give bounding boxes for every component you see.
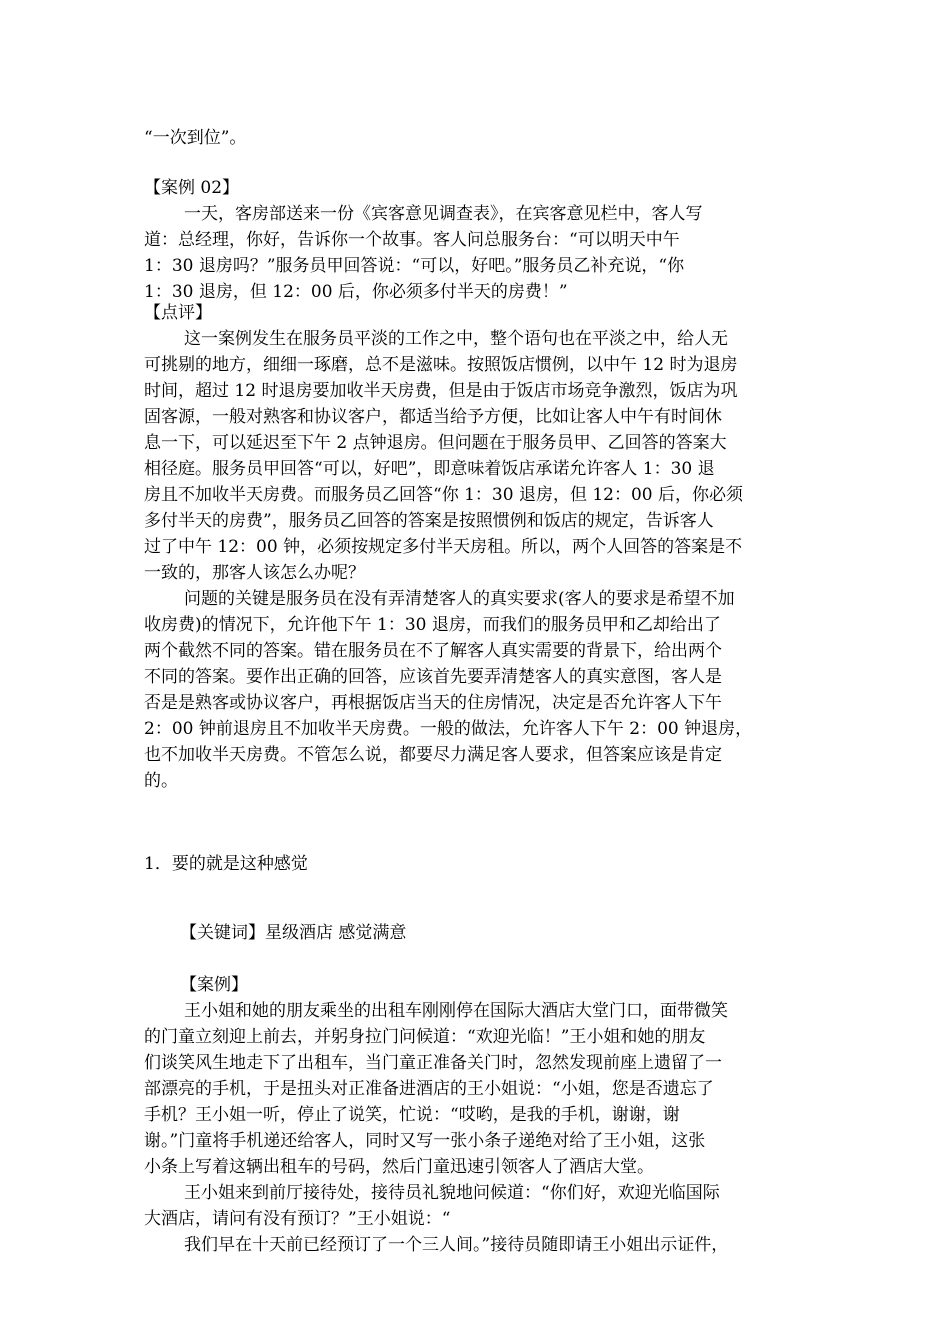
review-p1-line-6: 相径庭。服务员甲回答“可以，好吧”，即意味着饭店承诺允许客人 1：30 退	[144, 459, 715, 479]
case02-line-2: 道：总经理，你好，告诉你一个故事。客人问总服务台：“可以明天中午	[144, 230, 680, 250]
case-p2-line-2: 大酒店，请问有没有预订？”王小姐说：“	[144, 1209, 451, 1229]
case-p1-line-1: 王小姐和她的朋友乘坐的出租车刚刚停在国际大酒店大堂门口，面带微笑	[184, 1001, 728, 1021]
case-p1-line-5: 手机？王小姐一听，停止了说笑，忙说：“哎哟，是我的手机，谢谢，谢	[144, 1105, 680, 1125]
review-p1-line-5: 息一下，可以延迟至下午 2 点钟退房。但问题在于服务员甲、乙回答的答案大	[144, 433, 727, 453]
case-p2-line-1: 王小姐来到前厅接待处，接待员礼貌地问候道：“你们好，欢迎光临国际	[184, 1183, 720, 1203]
case02-line-3: 1：30 退房吗？”服务员甲回答说：“可以，好吧。”服务员乙补充说，“你	[144, 256, 685, 276]
review-p1-line-10: 一致的，那客人该怎么办呢？	[144, 563, 365, 583]
case-p1-line-3: 们谈笑风生地走下了出租车，当门童正准备关门时，忽然发现前座上遗留了一	[144, 1053, 722, 1073]
review-p2-line-6: 2：00 钟前退房且不加收半天房费。一般的做法，允许客人下午 2：00 钟退房，	[144, 719, 753, 739]
review-p1-line-2: 可挑剔的地方，细细一琢磨，总不是滋味。按照饭店惯例，以中午 12 时为退房	[144, 355, 738, 375]
case-p1-line-2: 的门童立刻迎上前去，并躬身拉门问候道：“欢迎光临！”王小姐和她的朋友	[144, 1027, 706, 1047]
case-p1-line-7: 小条上写着这辆出租车的号码，然后门童迅速引领客人了酒店大堂。	[144, 1157, 654, 1177]
review-p1-line-4: 固客源，一般对熟客和协议客户，都适当给予方便，比如让客人中午有时间休	[144, 407, 722, 427]
case02-heading: 【案例 02】	[144, 178, 240, 198]
opening-line: “一次到位”。	[144, 128, 247, 148]
review-p1-line-8: 多付半天的房费”，服务员乙回答的答案是按照惯例和饭店的规定，告诉客人	[144, 511, 714, 531]
review-p1-line-9: 过了中午 12：00 钟，必须按规定多付半天房租。所以，两个人回答的答案是不	[144, 537, 743, 557]
case-heading: 【案例】	[180, 975, 248, 995]
review-p2-line-2: 收房费)的情况下，允许他下午 1：30 退房，而我们的服务员甲和乙却给出了	[144, 615, 721, 635]
keywords-line: 【关键词】星级酒店 感觉满意	[180, 923, 407, 943]
section-title: 1．要的就是这种感觉	[144, 854, 308, 874]
review-p2-line-1: 问题的关键是服务员在没有弄清楚客人的真实要求(客人的要求是希望不加	[184, 589, 735, 609]
case02-line-1: 一天，客房部送来一份《宾客意见调查表》，在宾客意见栏中，客人写	[184, 204, 703, 224]
case02-line-4: 1：30 退房，但 12：00 后，你必须多付半天的房费！”	[144, 282, 568, 302]
review-p1-line-1: 这一案例发生在服务员平淡的工作之中，整个语句也在平淡之中，给人无	[184, 329, 728, 349]
review-p2-line-4: 不同的答案。要作出正确的回答，应该首先要弄清楚客人的真实意图，客人是	[144, 667, 722, 687]
review-heading: 【点评】	[144, 303, 212, 323]
case-p1-line-4: 部漂亮的手机，于是扭头对正准备进酒店的王小姐说：“小姐，您是否遗忘了	[144, 1079, 714, 1099]
review-p2-line-5: 否是是熟客或协议客户，再根据饭店当天的住房情况，决定是否允许客人下午	[144, 693, 722, 713]
review-p2-line-7: 也不加收半天房费。不管怎么说，都要尽力满足客人要求，但答案应该是肯定	[144, 745, 722, 765]
review-p2-line-8: 的。	[144, 771, 178, 791]
case-p3-line-1: 我们早在十天前已经预订了一个三人间。”接待员随即请王小姐出示证件，	[184, 1235, 729, 1255]
review-p2-line-3: 两个截然不同的答案。错在服务员在不了解客人真实需要的背景下，给出两个	[144, 641, 722, 661]
case-p1-line-6: 谢。”门童将手机递还给客人，同时又写一张小条子递绝对给了王小姐，这张	[144, 1131, 706, 1151]
review-p1-line-7: 房且不加收半天房费。而服务员乙回答“你 1：30 退房，但 12：00 后，你必须	[144, 485, 744, 505]
review-p1-line-3: 时间，超过 12 时退房要加收半天房费，但是由于饭店市场竞争激烈，饭店为巩	[144, 381, 738, 401]
